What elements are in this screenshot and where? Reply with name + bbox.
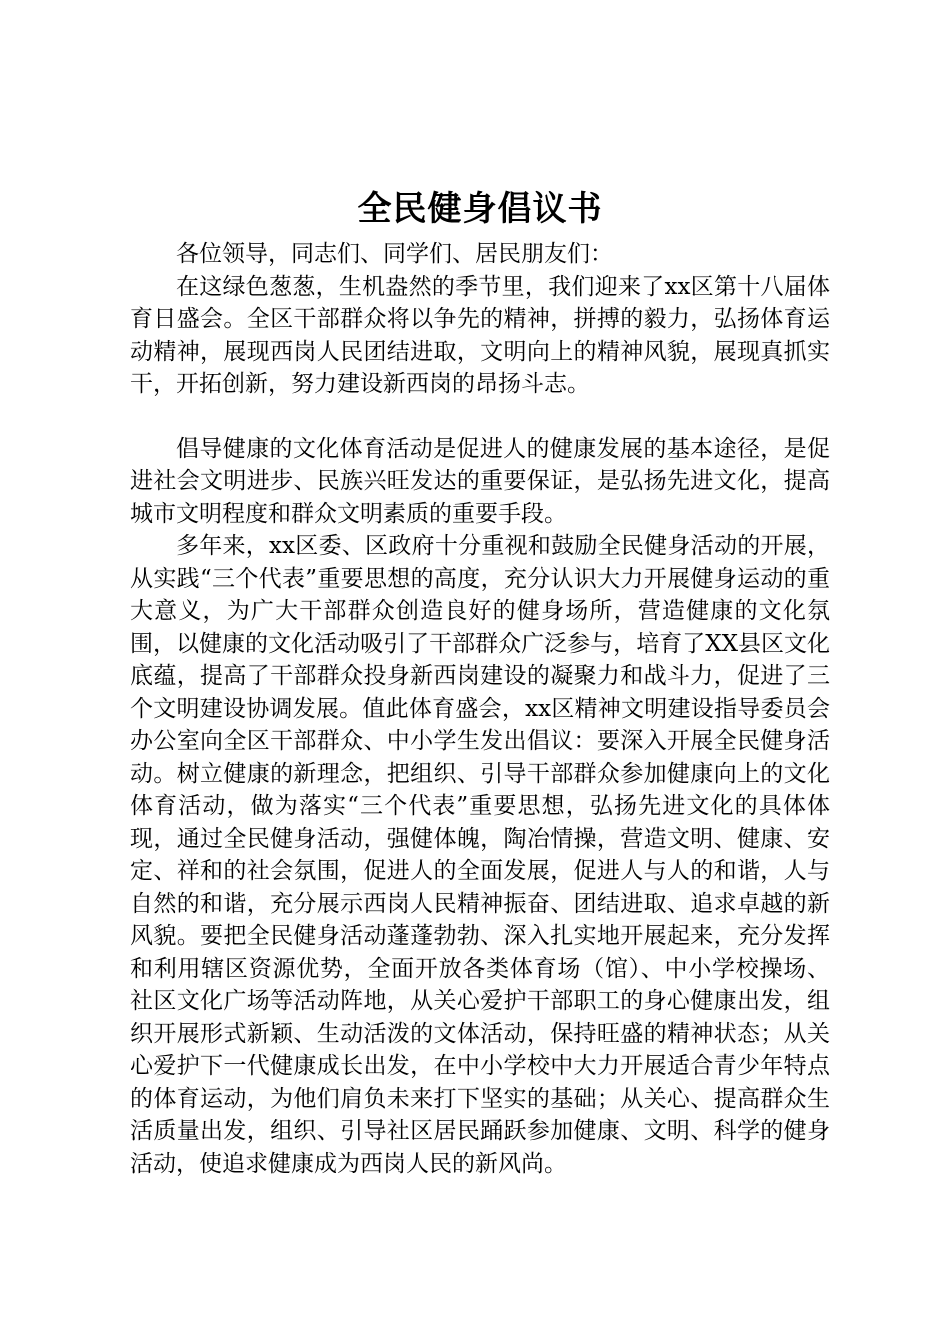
paragraph-3: 多年来，xx区委、区政府十分重视和鼓励全民健身活动的开展，从实践“三个代表”重要思想的高度，充分认识大力开展健身运动的重大意义，为广大干部群众创造良好的健身场所，营造健康的文化氛围，以健康的文化活动吸引了干部群众广泛参与，培育了XX县区文化底蕴，提高了干部群众投身新西岗建设的凝聚力和战斗力，促进了三个文明建设协调发展。值此体育盛会，xx区精神文明建设指导委员会办公室向全区干部群众、中小学生发出倡议：要深入开展全民健身活动。树立健康的新理念，把组织、引导干部群众参加健康向上的文化体育活动，做为落实“三个代表”重要思想，弘扬先进文化的具体体现，通过全民健身活动，强健体魄，陶冶情操，营造文明、健康、安定、祥和的社会氛围，促进人的全面发展，促进人与人的和谐，人与自然的和谐，充分展示西岗人民精神振奋、团结进取、追求卓越的新风貌。要把全民健身活动蓬蓬勃勃、深入扎实地开展起来，充分发挥和利用辖区资源优势，全面开放各类体育场（馆）、中小学校操场、社区文化广场等活动阵地，从关心爱护干部职工的身心健康出发，组织开展形式新颖、生动活泼的文体活动，保持旺盛的精神状态；从关心爱护下一代健康成长出发，在中小学校中大力开展适合青少年特点的体育运动，为他们肩负未来打下坚实的基础；从关心、提高群众生活质量出发，组织、引导社区居民踊跃参加健康、文明、科学的健身活动，使追求健康成为西岗人民的新风尚。	[130, 533, 830, 1177]
document-body	[130, 180, 830, 1180]
salutation: 各位领导，同志们、同学们、居民朋友们：	[176, 241, 613, 267]
paragraph-1: 在这绿色葱葱，生机盎然的季节里，我们迎来了xx区第十八届体育日盛会。全区干部群众将以争先的精神，拼搏的毅力，弘扬体育运动精神，展现西岗人民团结进取，文明向上的精神风貌，展现真抓实干，开拓创新，努力建设新西岗的昂扬斗志。	[130, 273, 830, 397]
document-title: 全民健身倡议书	[357, 189, 603, 229]
paragraph-2: 倡导健康的文化体育活动是促进人的健康发展的基本途径，是促进社会文明进步、民族兴旺发达的重要保证，是弘扬先进文化，提高城市文明程度和群众文明素质的重要手段。	[130, 435, 830, 527]
